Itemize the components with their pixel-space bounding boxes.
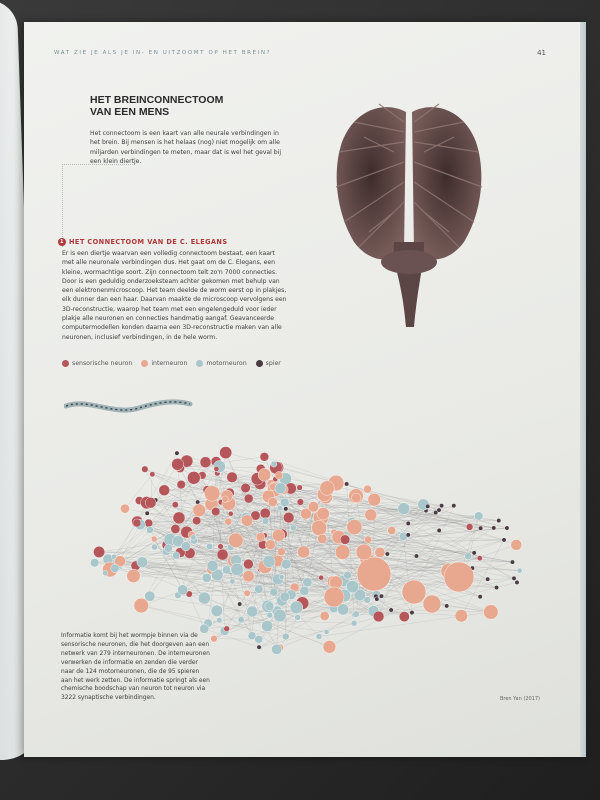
network-node <box>238 617 244 623</box>
network-node <box>277 506 282 511</box>
page-edge <box>580 22 586 757</box>
network-node <box>200 457 211 468</box>
network-node <box>505 526 509 530</box>
intro-line: miljarden verbindingen te meten, maar dat is wel het geval bij <box>90 148 282 156</box>
network-node <box>267 612 273 618</box>
caption-line: chemische boodschap van neuron tot neuron via <box>61 686 206 693</box>
network-node <box>406 533 410 537</box>
network-node <box>268 497 277 506</box>
dotted-connector <box>62 164 133 247</box>
network-node <box>90 558 99 567</box>
network-node <box>379 594 383 598</box>
intro-line: Het connectoom is een kaart van alle neurale verbindingen in <box>90 130 279 137</box>
network-node <box>303 578 312 587</box>
network-node <box>357 557 391 591</box>
network-node <box>127 569 141 583</box>
brain-stem <box>381 242 437 327</box>
network-node <box>512 576 516 580</box>
network-node <box>444 562 474 592</box>
network-node <box>275 471 283 479</box>
network-node <box>230 579 235 584</box>
section-body <box>62 249 312 342</box>
network-node <box>214 466 219 471</box>
network-node <box>227 472 238 483</box>
network-node <box>323 640 336 653</box>
intro-line: een klein diertje. <box>90 157 142 165</box>
section-heading <box>58 238 227 246</box>
network-node <box>290 601 303 614</box>
network-node <box>151 544 157 550</box>
network-node <box>375 547 385 557</box>
network-node <box>280 592 290 602</box>
caption-line: 3222 synaptische verbindingen. <box>61 695 156 702</box>
body-line: een elektronenmicroscoop. Het team deelde de worm eerst op in plakjes, <box>62 287 287 295</box>
title-line-1: HET BREINCONNECTOOM <box>90 94 224 106</box>
network-node <box>172 458 184 470</box>
network-node <box>202 573 211 582</box>
network-node <box>120 504 129 513</box>
network-node <box>308 502 319 513</box>
network-node <box>191 535 196 540</box>
network-node <box>283 512 294 523</box>
network-node <box>319 575 324 580</box>
brain-illustration-svg <box>324 92 494 332</box>
network-node <box>344 571 352 579</box>
network-node <box>225 518 232 525</box>
legend-item <box>196 360 246 367</box>
intro-paragraph <box>90 129 320 166</box>
network-node <box>389 608 393 612</box>
network-node <box>433 510 437 514</box>
network-node <box>146 526 153 533</box>
network-node <box>265 540 275 550</box>
network-node <box>483 605 498 620</box>
network-node <box>329 576 342 589</box>
network-node <box>284 507 288 511</box>
network-node <box>316 633 322 639</box>
network-node <box>181 542 190 551</box>
network-node <box>298 546 310 558</box>
network-node <box>193 504 206 517</box>
network-node <box>364 485 372 493</box>
network-node <box>373 611 384 622</box>
network-node <box>171 524 180 533</box>
network-node <box>274 609 287 622</box>
network-node <box>258 468 271 481</box>
body-line: Er is een diertje waarvan een volledig connectoom bestaat, een kaart <box>62 250 275 257</box>
network-node <box>271 461 277 467</box>
network-node <box>472 551 476 555</box>
magazine-page <box>24 22 586 757</box>
network-node <box>222 496 228 502</box>
network-node <box>211 605 223 617</box>
legend-item <box>141 360 187 367</box>
network-node <box>247 606 258 617</box>
network-node <box>365 509 377 521</box>
network-node <box>262 620 273 631</box>
network-node <box>175 451 179 455</box>
network-node <box>406 521 410 525</box>
caption-line: verwerken de informatie en zenden die verder <box>61 659 198 666</box>
body-line: elk dunner dan een haar. Daarvan maakte de microscoop vervolgens een <box>62 296 287 304</box>
network-node <box>351 620 357 626</box>
network-node <box>222 566 230 574</box>
network-node <box>279 575 284 580</box>
network-node <box>137 557 148 568</box>
network-node <box>485 577 489 581</box>
network-node <box>511 539 522 550</box>
network-node <box>478 595 482 599</box>
network-node <box>244 590 250 596</box>
network-node <box>243 559 253 569</box>
network-node <box>426 504 430 508</box>
network-node <box>198 592 210 604</box>
network-node <box>399 532 407 540</box>
network-node <box>497 518 501 522</box>
network-node <box>151 536 157 542</box>
legend-swatch <box>62 360 69 367</box>
body-line: kleine, wormachtige soort. Zijn connectoom telt zo'n 7000 connecties. <box>62 268 278 276</box>
network-node <box>111 564 119 572</box>
network-node <box>177 480 186 489</box>
network-node <box>445 604 449 608</box>
caption-line: Informatie komt bij het wormpje binnen via de <box>61 633 198 639</box>
network-node <box>439 503 443 507</box>
image-credit: Bren Yan (2017) <box>499 696 540 702</box>
network-node <box>452 504 456 508</box>
network-node <box>300 586 309 595</box>
legend-label: motorneuron <box>206 360 247 367</box>
page-number: 41 <box>537 49 546 57</box>
network-node <box>364 536 371 543</box>
legend-item <box>256 360 281 367</box>
legend-swatch <box>141 360 148 367</box>
network-node <box>465 552 472 559</box>
network-node <box>228 511 233 516</box>
legend-swatch <box>196 360 203 367</box>
body-line: met alle neuronale verbindingen dus. Het gaat om de C. Elegans, een <box>62 259 276 267</box>
network-node <box>410 610 414 614</box>
title-line-2: VAN EEN MENS <box>90 106 170 118</box>
intro-line: het brein. Bij mensen is het helaas (nog) niet mogelijk om alle <box>90 139 280 147</box>
network-node <box>224 626 230 632</box>
network-node <box>385 552 389 556</box>
network-node <box>295 614 301 620</box>
network-node <box>414 554 418 558</box>
network-node <box>320 481 335 496</box>
network-node <box>398 503 410 515</box>
network-node <box>93 546 104 557</box>
network-caption <box>61 632 219 703</box>
network-edge <box>280 617 298 647</box>
brain-connectome-illustration <box>324 92 494 332</box>
network-node <box>142 466 149 473</box>
network-node <box>353 611 360 618</box>
network-node <box>145 519 153 527</box>
network-node <box>492 526 496 530</box>
network-node <box>133 519 141 527</box>
network-node <box>474 512 483 521</box>
network-node <box>260 452 269 461</box>
network-node <box>254 585 263 594</box>
legend <box>62 360 281 367</box>
network-node <box>241 483 251 493</box>
body-line: Door is een geduldig onderzoeksteam achter gekomen met behulp van <box>62 277 280 285</box>
network-node <box>216 617 222 623</box>
network-node <box>477 556 482 561</box>
network-edge <box>241 620 326 632</box>
network-node <box>172 502 178 508</box>
network-node <box>402 580 426 604</box>
network-node <box>243 571 254 582</box>
network-node <box>510 560 514 564</box>
section-number-badge: 1 <box>58 238 66 246</box>
network-node <box>356 544 372 560</box>
network-node <box>281 559 291 569</box>
network-node <box>204 486 220 502</box>
network-node <box>145 497 156 508</box>
running-header: WAT ZIE JE ALS JE IN- EN UITZOOMT OP HET BREIN? <box>54 50 272 56</box>
legend-label: sensorische neuron <box>72 360 133 367</box>
legend-item <box>62 360 132 367</box>
body-line: plakje alle neuronen en connecties handmatig aangaf. Geavanceerde <box>62 315 275 323</box>
network-node <box>423 595 441 613</box>
network-node <box>340 535 350 545</box>
page-title <box>90 94 310 118</box>
network-node <box>368 493 381 506</box>
body-line: 3D-reconstructie, waarop het team met een engelengeduld voor ieder <box>62 305 277 313</box>
network-node <box>262 518 269 525</box>
network-node <box>277 548 285 556</box>
network-node <box>255 635 263 643</box>
network-node <box>344 482 348 486</box>
network-node <box>280 498 289 507</box>
network-node <box>218 544 224 550</box>
network-node <box>352 493 361 502</box>
network-node <box>172 552 180 560</box>
network-node <box>346 580 359 593</box>
network-node <box>297 499 304 506</box>
network-node <box>318 534 327 543</box>
network-node <box>290 525 296 531</box>
network-node <box>134 598 149 613</box>
network-node <box>515 580 519 584</box>
network-node <box>478 526 482 530</box>
network-node <box>217 549 228 560</box>
network-node <box>502 538 506 542</box>
network-node <box>187 471 200 484</box>
body-line: neuronen, inclusief verbindingen, in de hele worm. <box>62 333 218 341</box>
caption-line: netwerk van 279 interneuronen. De interneuronen <box>61 650 210 657</box>
network-node <box>173 512 185 524</box>
network-node <box>271 644 281 654</box>
network-node <box>228 533 243 548</box>
network-node <box>164 544 172 552</box>
network-node <box>265 602 274 611</box>
network-node <box>275 483 286 494</box>
network-node <box>324 629 329 634</box>
network-node <box>272 529 285 542</box>
legend-label: spier <box>265 360 281 367</box>
network-node <box>297 485 303 491</box>
network-node <box>437 528 441 532</box>
network-node <box>263 555 275 567</box>
network-node <box>317 507 330 520</box>
network-node <box>241 515 253 527</box>
network-node <box>324 587 344 607</box>
network-node <box>150 472 155 477</box>
network-node <box>320 611 329 620</box>
network-node <box>256 533 265 542</box>
network-node <box>311 520 326 535</box>
network-node <box>494 585 498 589</box>
network-node <box>260 508 270 518</box>
caption-line: aan het werk zetten. De informatie springt als een <box>61 677 210 684</box>
network-node <box>237 602 241 606</box>
network-edge <box>137 453 177 522</box>
network-node <box>282 633 289 640</box>
network-node <box>257 645 261 649</box>
network-node <box>220 446 232 458</box>
network-node <box>270 588 278 596</box>
section-heading-text: HET CONNECTOOM VAN DE C. ELEGANS <box>69 238 228 246</box>
network-node <box>335 545 350 560</box>
network-node <box>231 563 244 576</box>
network-node <box>375 597 379 601</box>
network-node <box>244 494 253 503</box>
body-line: computermodellen konden daarna een 3D-reconstructie maken van alle <box>62 324 282 332</box>
legend-label: interneuron <box>151 360 188 367</box>
network-node <box>211 507 220 516</box>
network-node <box>192 516 200 524</box>
network-node <box>347 519 362 534</box>
caption-line: naar de 124 motorneuronen, die de 95 spieren <box>61 668 200 675</box>
network-node <box>517 568 522 573</box>
network-node <box>388 526 396 534</box>
network-node <box>177 585 187 595</box>
network-node <box>103 570 108 575</box>
network-node <box>145 511 149 515</box>
caption-line: sensorische neuronen, die het doorgeven aan een <box>61 641 210 648</box>
network-node <box>455 609 468 622</box>
network-node <box>207 560 218 571</box>
network-node <box>466 523 473 530</box>
legend-swatch <box>256 360 263 367</box>
network-node <box>399 611 409 621</box>
network-node <box>159 485 170 496</box>
network-node <box>206 543 213 550</box>
